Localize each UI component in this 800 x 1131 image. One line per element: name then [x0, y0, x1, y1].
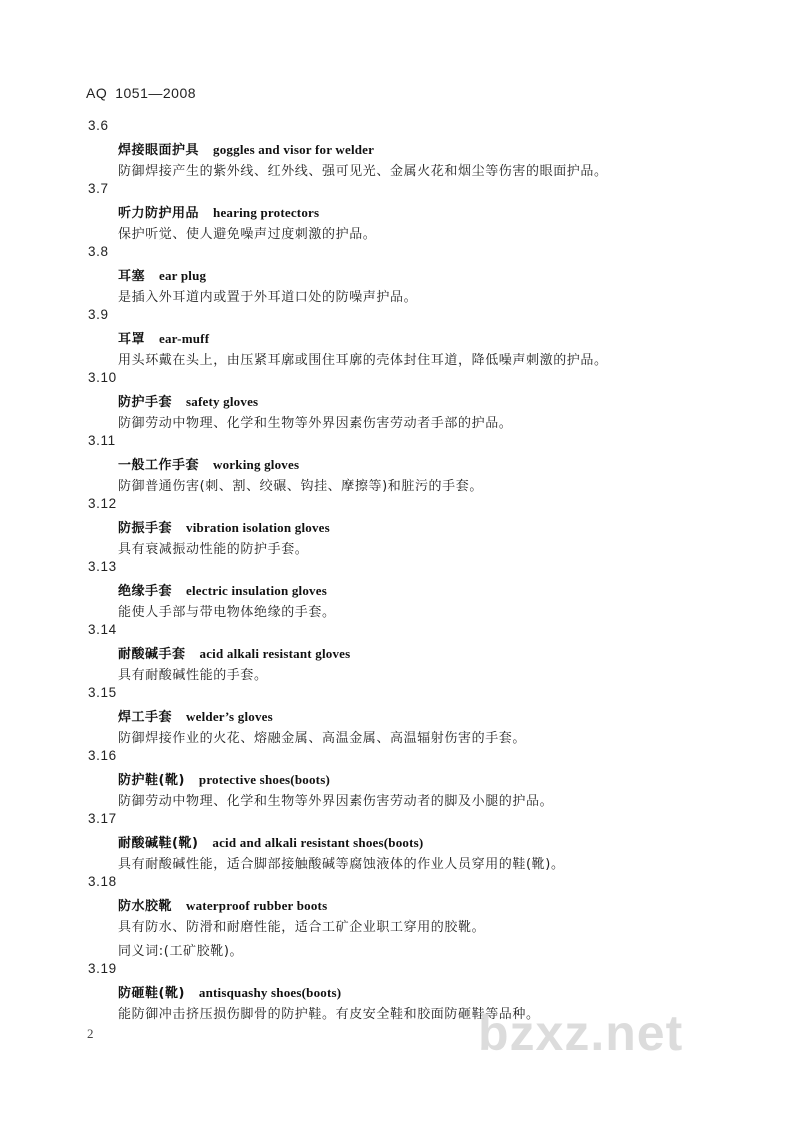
term-number: 3.15: [88, 685, 117, 700]
term-definition: 具有耐酸碱性能，适合脚部接触酸碱等腐蚀液体的作业人员穿用的鞋(靴)。: [118, 857, 565, 872]
term-entry: [0, 116, 800, 179]
term-title-en: goggles and visor for welder: [213, 142, 375, 157]
term-number: 3.13: [88, 559, 117, 574]
term-title: [118, 329, 209, 350]
term-title-zh: 防护手套: [118, 395, 173, 410]
term-title: [118, 455, 299, 476]
term-definition: 具有衰减振动性能的防护手套。: [118, 542, 309, 557]
term-title-en: ear plug: [159, 268, 207, 283]
page-number: 2: [87, 1026, 94, 1041]
term-title-zh: 绝缘手套: [118, 584, 173, 599]
term-definition: 具有防水、防滑和耐磨性能，适合工矿企业职工穿用的胶靴。: [118, 920, 486, 935]
term-number: 3.10: [88, 370, 117, 385]
term-number: 3.19: [88, 961, 117, 976]
term-definition: 防御劳动中物理、化学和生物等外界因素伤害劳动者的脚及小腿的护品。: [118, 794, 554, 809]
term-definition: 保护听觉、使人避免噪声过度刺激的护品。: [118, 227, 377, 242]
term-title-zh: 焊工手套: [118, 710, 173, 725]
document-code: [86, 85, 196, 101]
term-title-en: working gloves: [213, 457, 300, 472]
term-number: 3.12: [88, 496, 117, 511]
term-title-zh: 耳塞: [118, 269, 146, 284]
term-entry: [0, 620, 800, 683]
term-title-zh: 一般工作手套: [118, 458, 200, 473]
term-list: [0, 116, 800, 1022]
term-title: [118, 266, 206, 287]
term-entry: [0, 872, 800, 959]
term-number: 3.8: [88, 244, 109, 259]
term-number: 3.11: [88, 433, 116, 448]
term-title: [118, 392, 258, 413]
term-definition: 防御焊接产生的紫外线、红外线、强可见光、金属火花和烟尘等伤害的眼面护品。: [118, 164, 608, 179]
term-definition: 能防御冲击挤压损伤脚骨的防护鞋。有皮安全鞋和胶面防砸鞋等品种。: [118, 1007, 540, 1022]
term-definition: 防御焊接作业的火花、熔融金属、高温金属、高温辐射伤害的手套。: [118, 731, 527, 746]
term-title: [118, 581, 327, 602]
term-title-zh: 耳罩: [118, 332, 146, 347]
term-title-en: waterproof rubber boots: [186, 898, 328, 913]
document-code-prefix: AQ: [86, 85, 108, 101]
term-title: [118, 833, 423, 854]
term-title-zh: 防砸鞋(靴): [118, 986, 185, 1001]
term-definition: 能使人手部与带电物体绝缘的手套。: [118, 605, 336, 620]
term-title: [118, 644, 350, 665]
term-definition: 具有耐酸碱性能的手套。: [118, 668, 268, 683]
term-title-en: ear-muff: [159, 331, 210, 346]
term-number: 3.18: [88, 874, 117, 889]
term-title-en: electric insulation gloves: [186, 583, 327, 598]
term-definition: 防御普通伤害(刺、割、绞碾、钩挂、摩擦等)和脏污的手套。: [118, 479, 483, 494]
term-title-en: protective shoes(boots): [198, 772, 330, 787]
term-title-zh: 防护鞋(靴): [118, 773, 185, 788]
term-title-en: antisquashy shoes(boots): [198, 985, 342, 1000]
term-number: 3.6: [88, 118, 109, 133]
term-title: [118, 983, 341, 1004]
term-synonym: 同义词:(工矿胶靴)。: [118, 944, 244, 959]
term-title: [118, 707, 273, 728]
term-title: [118, 896, 327, 917]
term-title-en: acid alkali resistant gloves: [199, 646, 351, 661]
term-entry: [0, 242, 800, 305]
term-entry: [0, 431, 800, 494]
term-definition: 用头环戴在头上，由压紧耳廓或围住耳廓的壳体封住耳道，降低噪声刺激的护品。: [118, 353, 608, 368]
term-title-en: acid and alkali resistant shoes(boots): [212, 835, 424, 850]
term-entry: [0, 368, 800, 431]
term-number: 3.7: [88, 181, 109, 196]
term-title: [118, 770, 330, 791]
term-title-en: hearing protectors: [213, 205, 320, 220]
term-title-zh: 听力防护用品: [118, 206, 200, 221]
term-entry: [0, 305, 800, 368]
term-title: [118, 518, 330, 539]
term-title-en: vibration isolation gloves: [186, 520, 330, 535]
term-entry: [0, 683, 800, 746]
document-code-number: 1051—2008: [115, 85, 197, 101]
term-number: 3.9: [88, 307, 109, 322]
term-entry: [0, 557, 800, 620]
term-title-en: safety gloves: [186, 394, 259, 409]
term-definition: 是插入外耳道内或置于外耳道口处的防噪声护品。: [118, 290, 418, 305]
term-entry: [0, 809, 800, 872]
term-title: [118, 140, 374, 161]
term-entry: [0, 746, 800, 809]
watermark-text: bzxz.net: [478, 1005, 684, 1061]
term-entry: [0, 179, 800, 242]
term-title-zh: 防水胶靴: [118, 899, 173, 914]
term-number: 3.17: [88, 811, 117, 826]
term-entry: [0, 494, 800, 557]
term-title-zh: 耐酸碱手套: [118, 647, 186, 662]
term-definition: 防御劳动中物理、化学和生物等外界因素伤害劳动者手部的护品。: [118, 416, 513, 431]
term-title-zh: 防振手套: [118, 521, 173, 536]
term-number: 3.16: [88, 748, 117, 763]
term-number: 3.14: [88, 622, 117, 637]
term-title: [118, 203, 319, 224]
term-title-zh: 耐酸碱鞋(靴): [118, 836, 199, 851]
term-title-en: welder’s gloves: [186, 709, 273, 724]
term-title-zh: 焊接眼面护具: [118, 143, 200, 158]
